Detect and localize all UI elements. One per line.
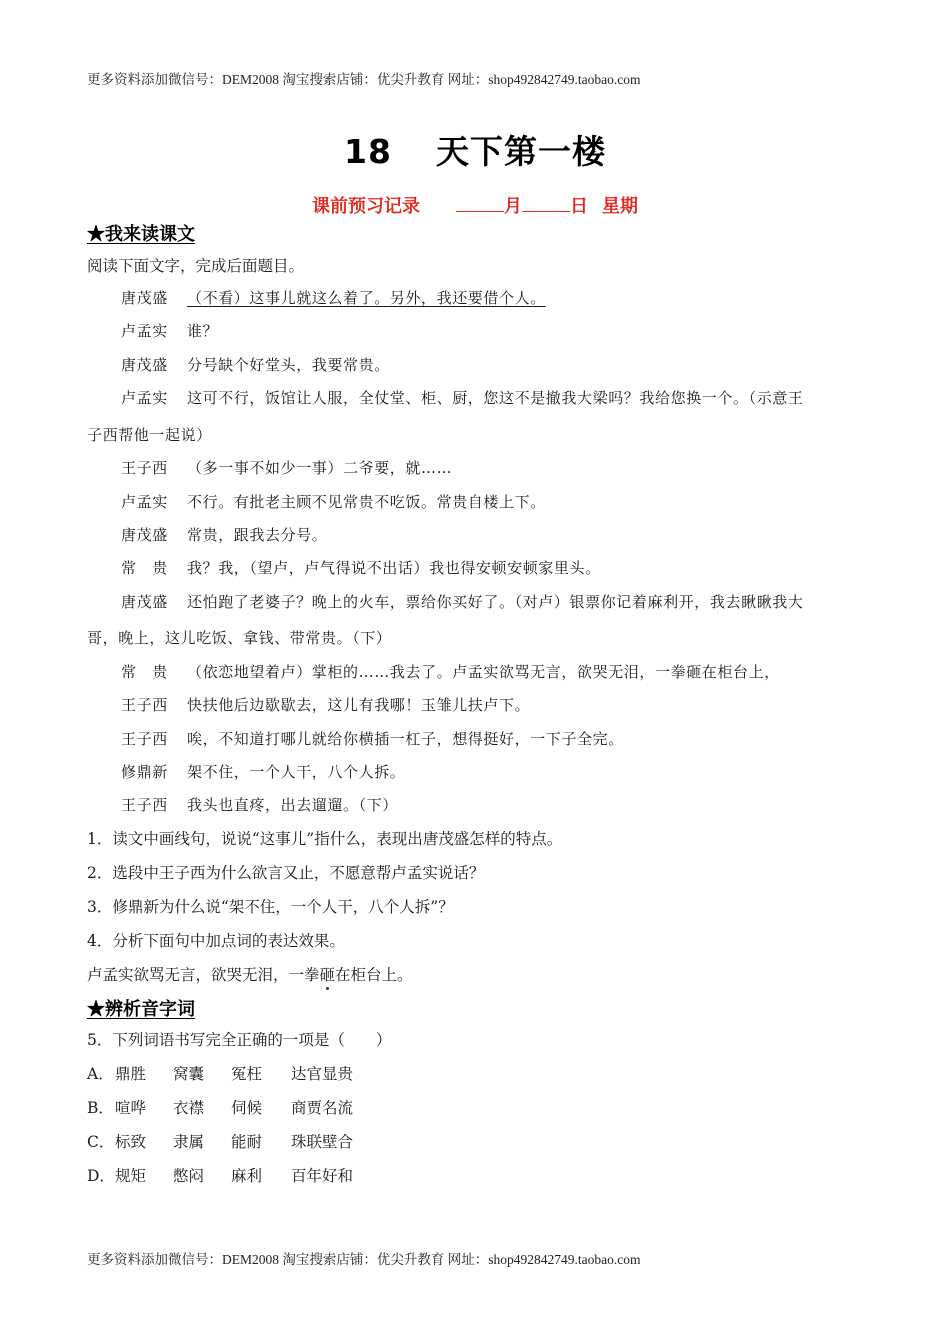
option-a — [87, 1062, 353, 1084]
lesson-number: 18 — [344, 132, 392, 171]
analysis-sentence — [87, 963, 413, 985]
dialogue-line — [121, 794, 398, 815]
speaker: 唐茂盛 — [121, 593, 168, 611]
option-word: 衣襟 — [173, 1099, 205, 1117]
sentence-before: 卢孟实欲骂无言，欲哭无泪，一拳 — [87, 966, 320, 984]
week-label: 星期 — [602, 196, 638, 217]
speaker: 王子西 — [121, 730, 168, 748]
question-3: 3．修鼎新为什么说“架不住，一个人干，八个人拆”？ — [87, 898, 454, 916]
speaker: 卢孟实 — [121, 322, 168, 340]
question-2: 2．选段中王子西为什么欲言又止，不愿意帮卢孟实说话？ — [87, 864, 485, 882]
dialogue-line — [121, 491, 546, 512]
speaker: 修鼎新 — [121, 763, 168, 781]
speaker: 王子西 — [121, 696, 168, 714]
line-text: 常贵，跟我去分号。 — [187, 526, 328, 544]
option-word: 规矩 — [115, 1167, 147, 1185]
dotted-word: 砸 — [319, 966, 336, 984]
option-label: C． — [87, 1133, 115, 1151]
option-word: 窝囊 — [173, 1065, 205, 1083]
section-heading-words: ★辨析音字词 — [87, 999, 195, 1020]
option-word: 珠联壁合 — [291, 1133, 354, 1151]
option-b — [87, 1096, 353, 1118]
option-label: D． — [87, 1167, 115, 1185]
reading-intro: 阅读下面文字，完成后面题目。 — [87, 257, 305, 275]
line-text: 谁？ — [187, 322, 219, 340]
line-text: 还怕跑了老婆子？晚上的火车，票给你买好了。（对卢）银票你记着麻利开，我去瞅瞅我大 — [187, 593, 804, 611]
option-word: 憋闷 — [173, 1167, 205, 1185]
option-word: 冤枉 — [231, 1065, 263, 1083]
dialogue-line — [121, 761, 405, 782]
option-word: 能耐 — [231, 1133, 263, 1151]
line-text: 分号缺个好堂头，我要常贵。 — [187, 356, 390, 374]
dialogue-line — [121, 354, 390, 375]
day-label: 日 — [570, 196, 588, 217]
line-text: 快扶他后边歇歇去，这儿有我哪！玉雏儿扶卢下。 — [187, 696, 531, 714]
month-blank — [456, 197, 504, 212]
dialogue-line — [121, 661, 780, 682]
month-label: 月 — [504, 196, 522, 217]
option-word: 鼎胜 — [115, 1065, 147, 1083]
line-text: （依恋地望着卢）掌柜的……我去了。卢孟实欲骂无言，欲哭无泪，一拳砸在柜台上， — [187, 663, 780, 681]
dialogue-line — [121, 557, 601, 578]
dialogue-line — [121, 287, 546, 308]
speaker: 王子西 — [121, 796, 168, 814]
option-word: 百年好和 — [291, 1167, 354, 1185]
speaker: 唐茂盛 — [121, 289, 168, 307]
line-text: 我头也直疼，出去遛遛。（下） — [187, 796, 398, 814]
dialogue-line — [121, 320, 218, 341]
lesson-title: 天下第一楼 — [435, 132, 606, 171]
option-word: 喧哗 — [115, 1099, 147, 1117]
dialogue-continuation: 子西帮他一起说） — [87, 426, 212, 444]
line-text: 唉，不知道打哪儿就给你横插一杠子，想得挺好，一下子全完。 — [187, 730, 624, 748]
line-text: （多一事不如少一事）二爷要，就…… — [187, 459, 453, 477]
option-word: 隶属 — [173, 1133, 205, 1151]
dialogue-line — [121, 524, 327, 545]
footer-note: 更多资料添加微信号：DEM2008 淘宝搜索店铺：优尖升教育 网址：shop492842749.taobao.com — [87, 1252, 641, 1267]
speaker: 卢孟实 — [121, 493, 168, 511]
speaker: 唐茂盛 — [121, 526, 168, 544]
sentence-after: 在柜台上。 — [335, 966, 413, 984]
dialogue-line — [121, 387, 804, 408]
header-note: 更多资料添加微信号：DEM2008 淘宝搜索店铺：优尖升教育 网址：shop492842749.taobao.com — [87, 72, 641, 87]
question-4: 4．分析下面句中加点词的表达效果。 — [87, 932, 345, 950]
section-heading-read: ★我来读课文 — [87, 224, 195, 245]
speaker: 常 贵 — [121, 559, 168, 577]
speaker: 唐茂盛 — [121, 356, 168, 374]
option-word: 达官显贵 — [291, 1065, 354, 1083]
day-blank — [522, 197, 570, 212]
dialogue-line — [121, 591, 804, 612]
option-word: 商贾名流 — [291, 1099, 354, 1117]
underlined-sentence: （不看）这事儿就这么着了。另外，我还要借个人。 — [187, 289, 546, 307]
prep-record-line — [0, 192, 950, 218]
option-word: 伺候 — [231, 1099, 263, 1117]
dialogue-line — [121, 457, 452, 478]
dialogue-line — [121, 728, 624, 749]
speaker: 王子西 — [121, 459, 168, 477]
line-text: 不行。有批老主顾不见常贵不吃饭。常贵自楼上下。 — [187, 493, 546, 511]
speaker: 常 贵 — [121, 663, 168, 681]
dialogue-continuation: 哥，晚上，这儿吃饭、拿钱、带常贵。（下） — [87, 629, 392, 647]
line-text: 这可不行，饭馆让人服，全仗堂、柜、厨，您这不是撤我大梁吗？我给您换一个。（示意王 — [187, 389, 804, 407]
option-label: A． — [87, 1065, 114, 1083]
dialogue-line — [121, 694, 530, 715]
question-5: 5．下列词语书写完全正确的一项是（ ） — [87, 1031, 392, 1049]
option-word: 麻利 — [231, 1167, 263, 1185]
option-c — [87, 1130, 353, 1152]
line-text: 架不住，一个人干，八个人拆。 — [187, 763, 406, 781]
page-title — [0, 126, 950, 173]
question-1: 1．读文中画线句，说说“这事儿”指什么，表现出唐茂盛怎样的特点。 — [87, 830, 563, 848]
option-label: B． — [87, 1099, 114, 1117]
speaker: 卢孟实 — [121, 389, 168, 407]
option-word: 标致 — [115, 1133, 147, 1151]
option-d — [87, 1164, 353, 1186]
prep-label: 课前预习记录 — [312, 196, 420, 217]
line-text: 我？我，（望卢，卢气得说不出话）我也得安顿安顿家里头。 — [187, 559, 601, 577]
